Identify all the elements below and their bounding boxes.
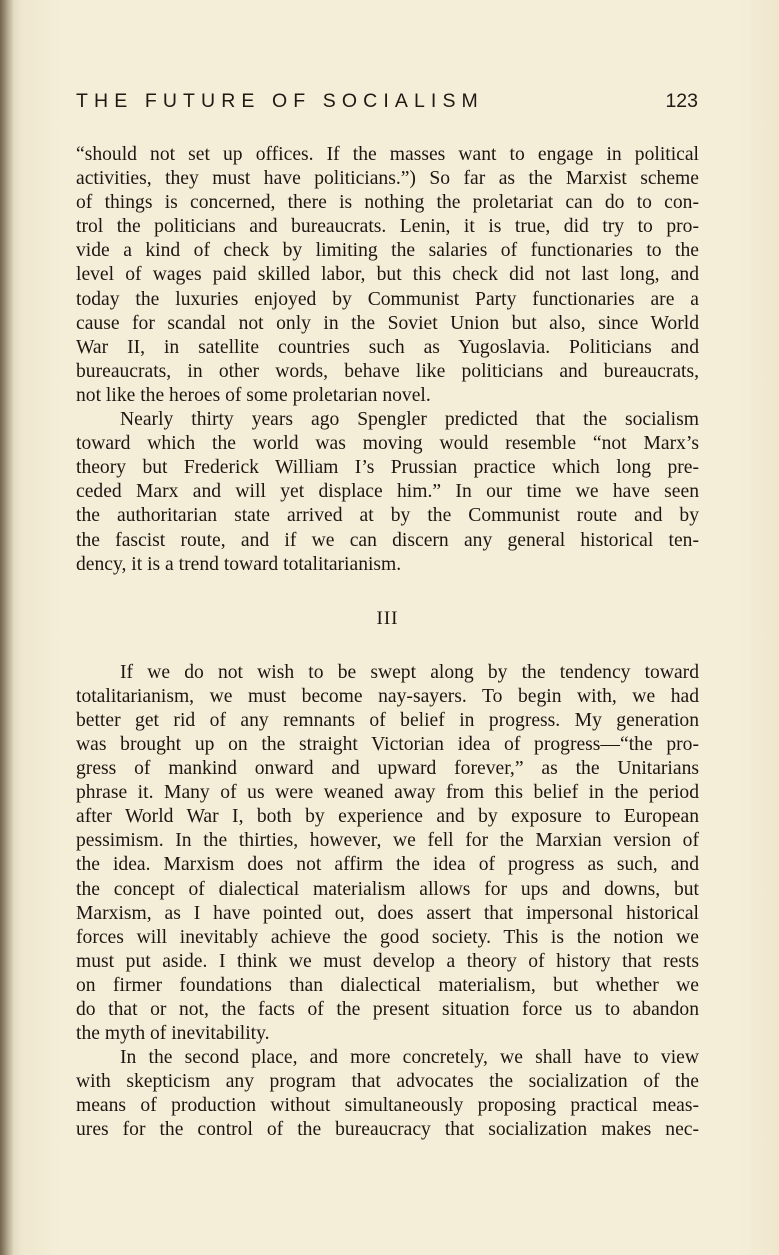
text-line: vide a kind of check by limiting the salaries of functionaries to the xyxy=(76,240,699,262)
text-line: do that or not, the facts of the present situation force us to abandon xyxy=(76,999,699,1020)
text-line: activities, they must have politicians.”) So far as the Marxist scheme xyxy=(76,168,699,190)
text-line: the concept of dialectical materialism allows for ups and downs, but xyxy=(76,878,699,900)
text-line: on firmer foundations than dialectical materialism, but whether we xyxy=(76,974,699,996)
text-line: with skepticism any program that advocates the socialization of the xyxy=(76,1071,699,1093)
binding-shadow xyxy=(0,0,14,1255)
text-line: the authoritarian state arrived at by the Communist route and by xyxy=(76,505,699,527)
text-line: cause for scandal not only in the Soviet Union but also, since World xyxy=(76,312,699,334)
text-line: dency, it is a trend toward totalitarianism. xyxy=(76,553,402,575)
text-line: If we do not wish to be swept along by the tendency toward xyxy=(120,661,699,683)
text-line: gress of mankind onward and upward forever,” as the Unitarians xyxy=(76,758,699,780)
paragraph xyxy=(76,143,699,408)
text-line: means of production without simultaneously proposing practical meas- xyxy=(76,1095,699,1117)
text-line: was brought up on the straight Victorian idea of progress—“the pro- xyxy=(76,733,699,755)
text-line: forces will inevitably achieve the good society. This is the notion we xyxy=(76,926,699,948)
body-text xyxy=(76,143,699,1143)
text-line: toward which the world was moving would resemble “not Marx’s xyxy=(76,433,699,455)
text-line: In the second place, and more concretely, we shall have to view xyxy=(120,1047,699,1069)
page-number: 123 xyxy=(665,90,698,112)
text-line: War II, in satellite countries such as Yugoslavia. Politicians and xyxy=(76,336,699,358)
text-line: not like the heroes of some proletarian novel. xyxy=(76,384,431,406)
text-line: Nearly thirty years ago Spengler predicted that the socialism xyxy=(120,409,699,431)
text-line: today the luxuries enjoyed by Communist Party functionaries are a xyxy=(76,288,699,310)
paragraph xyxy=(76,661,699,1047)
text-line: the idea. Marxism does not affirm the idea of progress as such, and xyxy=(76,854,699,876)
running-head xyxy=(76,90,698,120)
text-line: the fascist route, and if we can discern any general historical ten- xyxy=(76,529,699,551)
text-line: level of wages paid skilled labor, but this check did not last long, and xyxy=(76,264,699,286)
text-line: after World War I, both by experience and by exposure to European xyxy=(76,806,699,828)
text-line: phrase it. Many of us were weaned away from this belief in the period xyxy=(76,782,699,804)
text-line: totalitarianism, we must become nay-sayers. To begin with, we had xyxy=(76,685,699,707)
text-line: pessimism. In the thirties, however, we fell for the Marxian version of xyxy=(76,830,699,852)
text-line: the myth of inevitability. xyxy=(76,1023,270,1045)
text-line: ceded Marx and will yet displace him.” In our time we have seen xyxy=(76,481,699,503)
text-line: of things is concerned, there is nothing the proletariat can do to con- xyxy=(76,192,699,214)
section-heading: III xyxy=(376,607,399,629)
text-line: Marxism, as I have pointed out, does assert that impersonal historical xyxy=(76,902,699,924)
text-line: must put aside. I think we must develop a theory of history that rests xyxy=(76,950,699,972)
running-title: THE FUTURE OF SOCIALISM xyxy=(76,90,484,112)
paragraph xyxy=(76,1046,699,1142)
text-line: better get rid of any remnants of belief in progress. My generation xyxy=(76,709,699,731)
text-line: “should not set up offices. If the masses want to engage in political xyxy=(76,144,699,165)
text-line: ures for the control of the bureaucracy that socialization makes nec- xyxy=(76,1119,699,1141)
paragraph xyxy=(76,408,699,577)
text-line: bureaucrats, in other words, behave like politicians and bureaucrats, xyxy=(76,360,699,382)
text-line: theory but Frederick William I’s Prussian practice which long pre- xyxy=(76,457,699,479)
text-line: trol the politicians and bureaucrats. Lenin, it is true, did try to pro- xyxy=(76,216,699,238)
